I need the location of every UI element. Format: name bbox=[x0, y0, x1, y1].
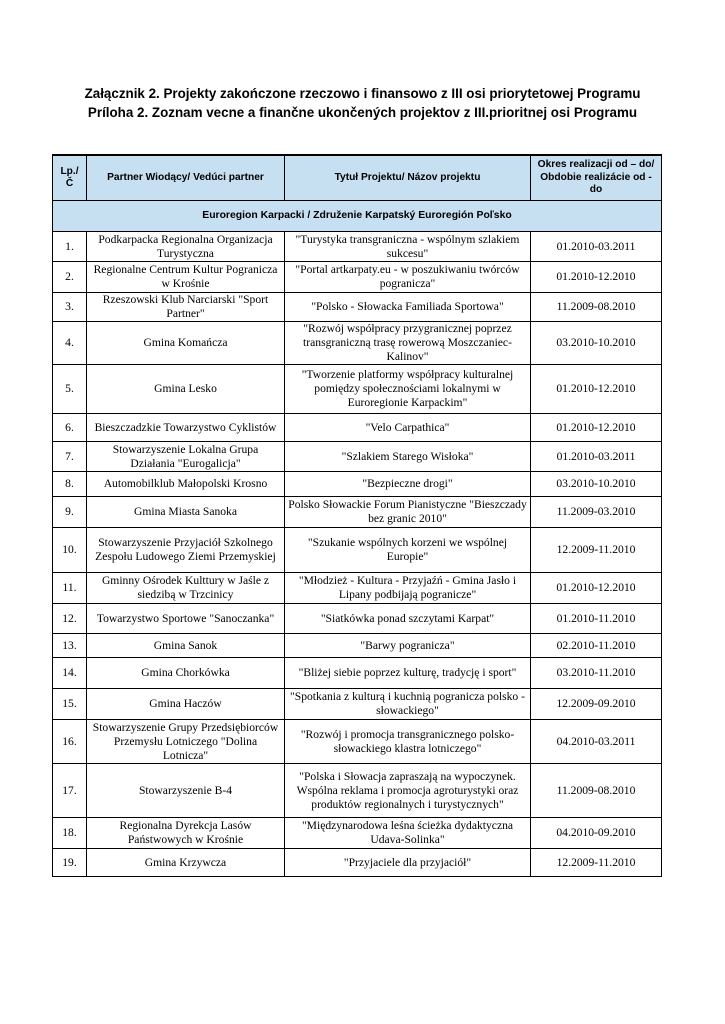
table-row bbox=[53, 442, 662, 472]
table-row bbox=[53, 472, 662, 497]
cell-title: "Barwy pogranicza" bbox=[285, 634, 531, 658]
cell-period: 01.2010-03.2011 bbox=[531, 232, 662, 262]
cell-partner: Stowarzyszenie Grupy Przedsiębiorców Przemysłu Lotniczego "Dolina Lotnicza" bbox=[87, 720, 285, 764]
table-row bbox=[53, 604, 662, 634]
document-title bbox=[0, 84, 725, 122]
cell-period: 12.2009-11.2010 bbox=[531, 528, 662, 573]
header-partner: Partner Wiodący/ Vedúci partner bbox=[87, 155, 285, 201]
table-row bbox=[53, 849, 662, 877]
cell-period: 01.2010-11.2010 bbox=[531, 604, 662, 634]
cell-lp: 9. bbox=[53, 497, 87, 528]
cell-title: "Siatkówka ponad szczytami Karpat" bbox=[285, 604, 531, 634]
cell-title: "Spotkania z kulturą i kuchnią pogranicza polsko - słowackiego" bbox=[285, 689, 531, 720]
header-title: Tytuł Projektu/ Názov projektu bbox=[285, 155, 531, 201]
cell-partner: Bieszczadzkie Towarzystwo Cyklistów bbox=[87, 414, 285, 442]
cell-period: 04.2010-03.2011 bbox=[531, 720, 662, 764]
cell-lp: 5. bbox=[53, 365, 87, 414]
projects-table bbox=[52, 154, 662, 877]
cell-partner: Gmina Komańcza bbox=[87, 322, 285, 365]
region-label: Euroregion Karpacki / Združenie Karpatský Euroregión Poľsko bbox=[53, 201, 662, 232]
cell-partner: Towarzystwo Sportowe "Sanoczanka" bbox=[87, 604, 285, 634]
title-slovak: Príloha 2. Zoznam vecne a finančne ukončených projektov z III.prioritnej osi Programu bbox=[87, 105, 638, 120]
cell-period: 11.2009-08.2010 bbox=[531, 293, 662, 322]
cell-period: 03.2010-10.2010 bbox=[531, 322, 662, 365]
cell-partner: Regionalne Centrum Kultur Pogranicza w Krośnie bbox=[87, 262, 285, 293]
cell-lp: 6. bbox=[53, 414, 87, 442]
cell-title: "Polsko - Słowacka Familiada Sportowa" bbox=[285, 293, 531, 322]
cell-partner: Automobilklub Małopolski Krosno bbox=[87, 472, 285, 497]
table-row bbox=[53, 293, 662, 322]
cell-title: "Bliżej siebie poprzez kulturę, tradycję i sport" bbox=[285, 658, 531, 689]
cell-partner: Gmina Chorkówka bbox=[87, 658, 285, 689]
cell-title: "Rozwój i promocja transgranicznego polsko-słowackiego klastra lotniczego" bbox=[285, 720, 531, 764]
region-row bbox=[53, 201, 662, 232]
cell-title: "Rozwój współpracy przygranicznej poprzez transgraniczną trasę rowerową Moszczaniec-Kalinov" bbox=[285, 322, 531, 365]
cell-period: 02.2010-11.2010 bbox=[531, 634, 662, 658]
cell-lp: 11. bbox=[53, 573, 87, 604]
cell-title: "Polska i Słowacja zapraszają na wypoczynek. Wspólna reklama i promocja agroturystyki oraz produktów regionalnych i turystycznych" bbox=[285, 764, 531, 818]
cell-title: "Portal artkarpaty.eu - w poszukiwaniu twórców pogranicza" bbox=[285, 262, 531, 293]
cell-period: 04.2010-09.2010 bbox=[531, 818, 662, 849]
cell-title: "Młodzież - Kultura - Przyjaźń - Gmina Jasło i Lipany podbijają pogranicze" bbox=[285, 573, 531, 604]
cell-period: 01.2010-12.2010 bbox=[531, 414, 662, 442]
cell-title: "Turystyka transgraniczna - wspólnym szlakiem sukcesu" bbox=[285, 232, 531, 262]
table-row bbox=[53, 658, 662, 689]
cell-partner: Gmina Miasta Sanoka bbox=[87, 497, 285, 528]
cell-partner: Gmina Haczów bbox=[87, 689, 285, 720]
table-row bbox=[53, 365, 662, 414]
cell-title: "Międzynarodowa leśna ścieżka dydaktyczna Udava-Solinka" bbox=[285, 818, 531, 849]
cell-lp: 2. bbox=[53, 262, 87, 293]
table-body bbox=[53, 201, 662, 877]
table-row bbox=[53, 818, 662, 849]
cell-lp: 10. bbox=[53, 528, 87, 573]
cell-partner: Regionalna Dyrekcja Lasów Państwowych w Krośnie bbox=[87, 818, 285, 849]
cell-partner: Stowarzyszenie B-4 bbox=[87, 764, 285, 818]
table-row bbox=[53, 232, 662, 262]
table-header-row bbox=[53, 155, 662, 201]
table-row bbox=[53, 764, 662, 818]
cell-lp: 15. bbox=[53, 689, 87, 720]
cell-title: "Velo Carpathica" bbox=[285, 414, 531, 442]
table-row bbox=[53, 528, 662, 573]
table-row bbox=[53, 262, 662, 293]
cell-lp: 17. bbox=[53, 764, 87, 818]
cell-partner: Gminny Ośrodek Kulttury w Jaśle z siedzibą w Trzcinicy bbox=[87, 573, 285, 604]
cell-lp: 16. bbox=[53, 720, 87, 764]
cell-period: 11.2009-08.2010 bbox=[531, 764, 662, 818]
cell-partner: Gmina Krzywcza bbox=[87, 849, 285, 877]
cell-partner: Gmina Lesko bbox=[87, 365, 285, 414]
cell-period: 12.2009-09.2010 bbox=[531, 689, 662, 720]
cell-period: 01.2010-03.2011 bbox=[531, 442, 662, 472]
cell-lp: 4. bbox=[53, 322, 87, 365]
cell-period: 03.2010-11.2010 bbox=[531, 658, 662, 689]
cell-lp: 1. bbox=[53, 232, 87, 262]
table-row bbox=[53, 497, 662, 528]
cell-period: 12.2009-11.2010 bbox=[531, 849, 662, 877]
table-row bbox=[53, 322, 662, 365]
cell-title: Polsko Słowackie Forum Pianistyczne "Bieszczady bez granic 2010" bbox=[285, 497, 531, 528]
cell-partner: Podkarpacka Regionalna Organizacja Turystyczna bbox=[87, 232, 285, 262]
cell-lp: 18. bbox=[53, 818, 87, 849]
header-lp: Lp./ Č bbox=[53, 155, 87, 201]
cell-partner: Stowarzyszenie Przyjaciół Szkolnego Zespołu Ludowego Ziemi Przemyskiej bbox=[87, 528, 285, 573]
cell-partner: Gmina Sanok bbox=[87, 634, 285, 658]
cell-period: 01.2010-12.2010 bbox=[531, 262, 662, 293]
cell-lp: 12. bbox=[53, 604, 87, 634]
cell-title: "Bezpieczne drogi" bbox=[285, 472, 531, 497]
cell-title: "Tworzenie platformy współpracy kulturalnej pomiędzy społecznościami lokalnymi w Euroregionie Karpackim" bbox=[285, 365, 531, 414]
header-period: Okres realizacji od – do/ Obdobie realizácie od - do bbox=[531, 155, 662, 201]
title-polish: Załącznik 2. Projekty zakończone rzeczowo i finansowo z III osi priorytetowej Programu bbox=[84, 86, 641, 101]
table-row bbox=[53, 689, 662, 720]
cell-title: "Przyjaciele dla przyjaciół" bbox=[285, 849, 531, 877]
cell-lp: 7. bbox=[53, 442, 87, 472]
cell-period: 03.2010-10.2010 bbox=[531, 472, 662, 497]
cell-lp: 14. bbox=[53, 658, 87, 689]
table-row bbox=[53, 720, 662, 764]
cell-lp: 8. bbox=[53, 472, 87, 497]
cell-title: "Szlakiem Starego Wisłoka" bbox=[285, 442, 531, 472]
cell-period: 11.2009-03.2010 bbox=[531, 497, 662, 528]
cell-lp: 19. bbox=[53, 849, 87, 877]
cell-partner: Rzeszowski Klub Narciarski "Sport Partner" bbox=[87, 293, 285, 322]
cell-partner: Stowarzyszenie Lokalna Grupa Działania "Eurogalicja" bbox=[87, 442, 285, 472]
cell-period: 01.2010-12.2010 bbox=[531, 573, 662, 604]
cell-title: "Szukanie wspólnych korzeni we wspólnej Europie" bbox=[285, 528, 531, 573]
table-row bbox=[53, 634, 662, 658]
cell-lp: 13. bbox=[53, 634, 87, 658]
table-row bbox=[53, 573, 662, 604]
cell-lp: 3. bbox=[53, 293, 87, 322]
cell-period: 01.2010-12.2010 bbox=[531, 365, 662, 414]
table-row bbox=[53, 414, 662, 442]
